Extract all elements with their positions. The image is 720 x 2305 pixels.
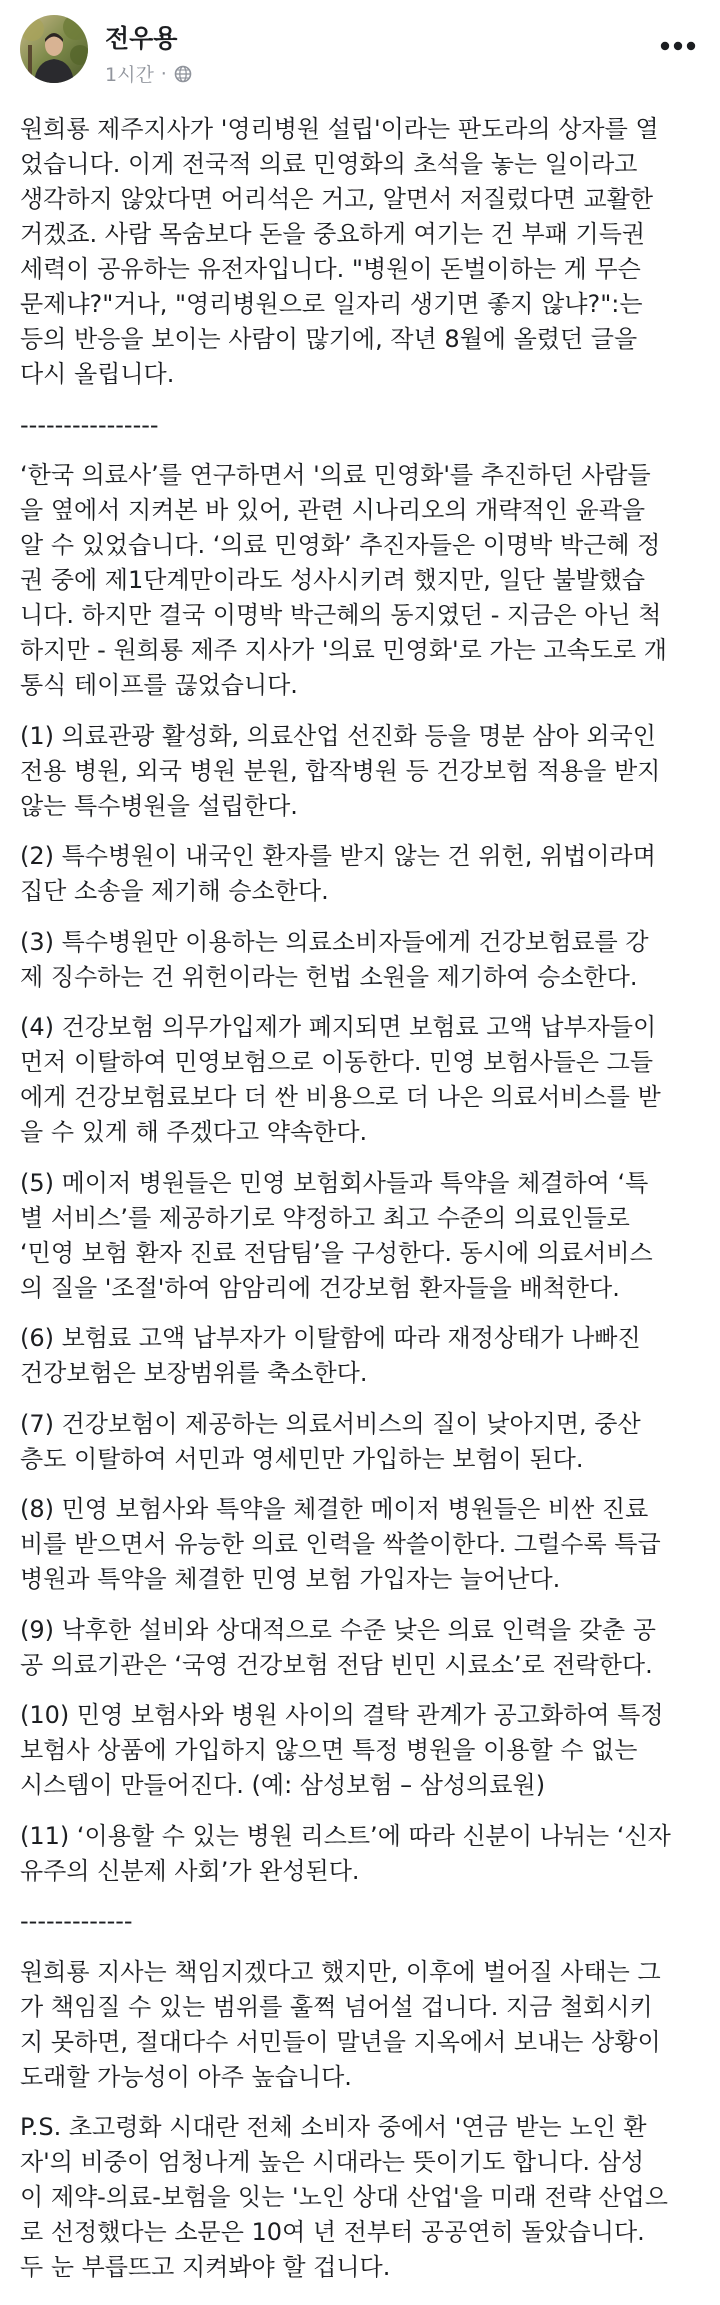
post-text-line: 을 옆에서 지켜본 바 있어, 관련 시나리오의 개략적인 윤곽을 (20, 496, 646, 524)
scenario-item-10 (20, 1698, 704, 1803)
post-text-line: 로 선정했다는 소문은 10여 년 전부터 공공연히 돌았습니다. (20, 2218, 645, 2246)
post-text-line: 공 의료기관은 ‘국영 건강보험 전담 빈민 시료소’로 전락한다. (20, 1650, 653, 1679)
post-text-line: 이 제약-의료-보험을 잇는 '노인 상대 산업'을 미래 전략 산업으 (20, 2183, 668, 2211)
post-text-line: 도래할 가능성이 아주 높습니다. (20, 2062, 352, 2091)
author-name[interactable]: 전우용 (105, 24, 178, 53)
post-meta (105, 60, 192, 87)
post-text-line: 가 책임질 수 있는 범위를 훌쩍 넘어설 겁니다. 지금 철회시키 (20, 1992, 653, 2021)
post-text-line: 원희룡 지사는 책임지겠다고 했지만, 이후에 벌어질 사태는 그 (20, 1957, 661, 1986)
conclusion-paragraph (20, 1955, 704, 2095)
post-text-line: (7) 건강보험이 제공하는 의료서비스의 질이 낮아지면, 중산 (20, 1409, 641, 1438)
scenario-item-8 (20, 1492, 704, 1597)
post-text-line: 제 징수하는 건 위헌이라는 헌법 소원을 제기하여 승소한다. (20, 962, 638, 991)
scenario-item-7 (20, 1407, 704, 1477)
post-text-line: (10) 민영 보험사와 병원 사이의 결탁 관계가 공고화하여 특정 (20, 1701, 664, 1729)
post-text-line: 권 중에 제1단계만이라도 성사시키려 했지만, 일단 불발했습 (20, 566, 646, 594)
post-text-line: 에게 건강보험료보다 더 싼 비용으로 더 나은 의료서비스를 받 (20, 1083, 661, 1111)
post-text-line: 세력이 공유하는 유전자입니다. "병원이 돈벌이하는 게 무슨 (20, 255, 641, 283)
post-text-line: 원희룡 제주지사가 '영리병원 설립'이라는 판도라의 상자를 열 (20, 115, 659, 143)
post-text-line: P.S. 초고령화 시대란 전체 소비자 중에서 '연금 받는 노인 환 (20, 2113, 647, 2141)
post-text-line: (8) 민영 보험사와 특약을 체결한 메이저 병원들은 비싼 진료 (20, 1495, 649, 1523)
post-text-line: 전용 병원, 외국 병원 분원, 합작병원 등 건강보험 적용을 받지 (20, 756, 661, 785)
separator-line: ---------------- (20, 410, 159, 439)
post-text-line: 층도 이탈하여 서민과 영세민만 가입하는 보험이 된다. (20, 1444, 584, 1473)
post-text-line: 건강보험은 보장범위를 축소한다. (20, 1359, 368, 1387)
post-text-line: 집단 소송을 제기해 승소한다. (20, 877, 329, 905)
post-text-line: (2) 특수병원이 내국인 환자를 받지 않는 건 위헌, 위법이라며 (20, 842, 656, 870)
post-text-line: 별 서비스’를 제공하기로 약정하고 최고 수준의 의료인들로 (20, 1203, 630, 1232)
scenario-item-2 (20, 839, 704, 909)
post-text-line: 유주의 신분제 사회’가 완성된다. (20, 1856, 360, 1885)
postscript-paragraph (20, 2110, 704, 2285)
scenario-item-6 (20, 1321, 704, 1391)
post-text-line: 보험사 상품에 가입하지 않으면 특정 병원을 이용할 수 없는 (20, 1736, 638, 1764)
post-text-line: 하지만 - 원희룡 제주 지사가 '의료 민영화'로 가는 고속도로 개 (20, 636, 667, 664)
scenario-item-4 (20, 1010, 704, 1150)
post-text-line: 문제냐?"거나, "영리병원으로 일자리 생기면 좋지 않냐?":는 (20, 290, 643, 318)
post-text-line: 비를 받으면서 유능한 의료 인력을 싹쓸이한다. 그럴수록 특급 (20, 1530, 661, 1558)
post-header (0, 0, 720, 112)
post-text-line: 니다. 하지만 결국 이명박 박근혜의 동지였던 - 지금은 아닌 척 (20, 601, 662, 629)
meta-separator: · (160, 62, 167, 85)
intro-paragraph (20, 112, 704, 392)
separator-line: ------------- (20, 1907, 133, 1935)
post-text-line: (6) 보험료 고액 납부자가 이탈함에 따라 재정상태가 나빠진 (20, 1324, 641, 1352)
scenario-item-1 (20, 719, 704, 824)
scenario-item-11 (20, 1819, 704, 1889)
post-text-line: 병원과 특약을 체결한 민영 보험 가입자는 늘어난다. (20, 1565, 561, 1593)
post-text-line: 자'의 비중이 엄청나게 높은 시대라는 뜻이기도 합니다. 삼성 (20, 2148, 645, 2176)
scenario-item-3 (20, 925, 704, 995)
post-text-line: 통식 테이프를 끊었습니다. (20, 671, 298, 699)
post-text-line: (1) 의료관광 활성화, 의료산업 선진화 등을 명분 삼아 외국인 (20, 721, 656, 750)
post-text-line: 시스템이 만들어진다. (예: 삼성보험 – 삼성의료원) (20, 1771, 546, 1799)
separator (20, 1904, 704, 1939)
post-text-line: (5) 메이저 병원들은 민영 보험회사들과 특약을 체결하여 ‘특 (20, 1168, 649, 1197)
post-text-line: (11) ‘이용할 수 있는 병원 리스트’에 따라 신분이 나뉘는 ‘신자 (20, 1821, 671, 1850)
separator (20, 408, 704, 443)
post-body (0, 112, 720, 2285)
post-text-line: 생각하지 않았다면 어리석은 거고, 알면서 저질렀다면 교활한 (20, 185, 654, 213)
post-text-line: (4) 건강보험 의무가입제가 폐지되면 보험료 고액 납부자들이 (20, 1013, 657, 1041)
scenario-item-5 (20, 1166, 704, 1306)
post-text-line: 었습니다. 이게 전국적 의료 민영화의 초석을 놓는 일이라고 (20, 150, 638, 178)
post-text-line: ‘민영 보험 환자 진료 전담팀’을 구성한다. 동시에 의료서비스 (20, 1238, 653, 1267)
post-text-line: 등의 반응을 보이는 사람이 많기에, 작년 8월에 올렸던 글을 (20, 325, 638, 353)
post-text-line: (9) 낙후한 설비와 상대적으로 수준 낮은 의료 인력을 갖춘 공 (20, 1615, 656, 1644)
post-text-line: 의 질을 '조절'하여 암암리에 건강보험 환자들을 배척한다. (20, 1273, 620, 1302)
post-text-line: 않는 특수병원을 설립한다. (20, 791, 298, 820)
post-text-line: 먼저 이탈하여 민영보험으로 이동한다. 민영 보험사들은 그들 (20, 1048, 654, 1076)
post-text-line: 알 수 있었습니다. ‘의료 민영화’ 추진자들은 이명박 박근혜 정 (20, 531, 661, 559)
post-text-line: ‘한국 의료사’를 연구하면서 '의료 민영화'를 추진하던 사람들 (20, 461, 651, 489)
post-text-line: 거겠죠. 사람 목숨보다 돈을 중요하게 여기는 건 부패 기득권 (20, 220, 646, 248)
post-text-line: 다시 올립니다. (20, 360, 175, 388)
more-options-button[interactable] (658, 38, 698, 52)
avatar-photo (20, 15, 88, 83)
post-text-line: 지 못하면, 절대다수 서민들이 말년을 지옥에서 보내는 상황이 (20, 2027, 661, 2056)
globe-icon[interactable] (174, 65, 192, 83)
scenario-item-9 (20, 1613, 704, 1683)
post-time[interactable]: 1시간 (105, 64, 154, 86)
post-text-line: 을 수 있게 해 주겠다고 약속한다. (20, 1118, 368, 1146)
more-options-icon (658, 39, 698, 53)
author-avatar[interactable] (20, 15, 88, 83)
post-text-line: 두 눈 부릅뜨고 지켜봐야 할 겁니다. (20, 2253, 391, 2281)
post-text-line: (3) 특수병원만 이용하는 의료소비자들에게 건강보험료를 강 (20, 927, 649, 956)
context-paragraph (20, 458, 704, 703)
